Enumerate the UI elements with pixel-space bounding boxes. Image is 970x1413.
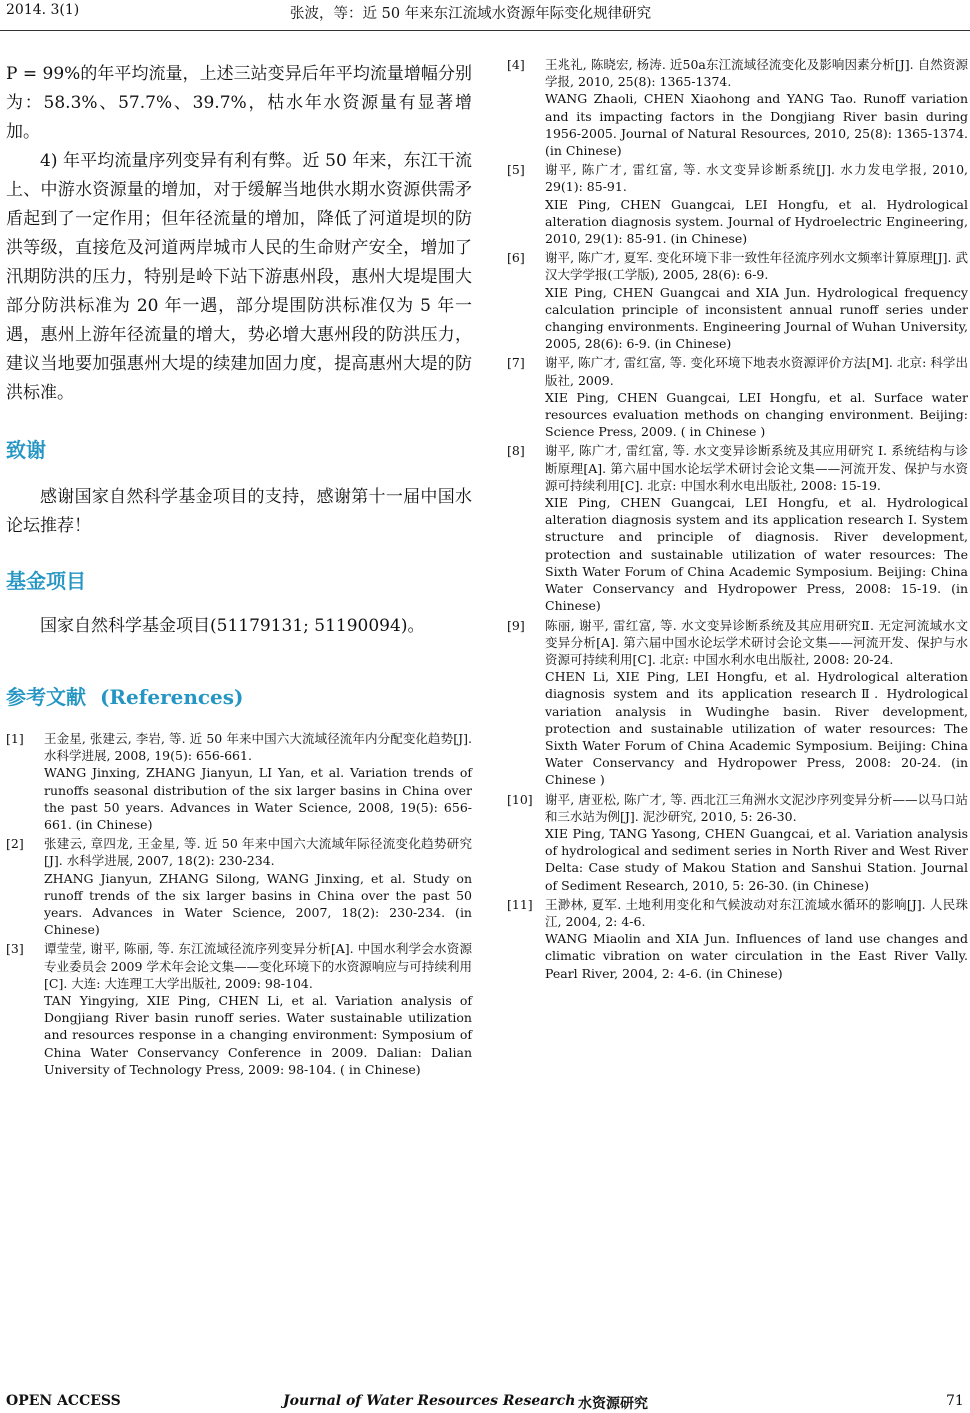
reference-en: WANG Zhaoli, CHEN Xiaohong and YANG Tao. Runoff variation and its impacting factors in the Dongjiang River basin during 1956-2005. Journal of Natural Resources, 2010, 25(8): 1365-1374. (in Chinese) xyxy=(545,91,968,159)
reference-en: XIE Ping, CHEN Guangcai and XIA Jun. Hydrological frequency calculation principle of inconsistent annual runoff series under changing environments. Engineering Journal of Wuhan University, 2005, 28(6): 6-9. (in Chinese) xyxy=(545,284,968,352)
journal-name-cn: 水资源研究 xyxy=(578,1396,648,1412)
reference-en: XIE Ping, CHEN Guangcai, LEI Hongfu, et al. Surface water resources evaluation methods on changing environment. Beijing: Science Press, 2009. ( in Chinese ) xyxy=(545,389,968,440)
reference-item xyxy=(507,249,968,352)
reference-list-left xyxy=(6,730,472,1078)
acknowledgement-text: 感谢国家自然科学基金项目的支持，感谢第十一届中国水论坛推荐！ xyxy=(6,487,472,536)
open-access-label: OPEN ACCESS xyxy=(6,1393,121,1409)
reference-item xyxy=(507,791,968,894)
reference-cn: 谭莹莹, 谢平, 陈丽, 等. 东江流域径流序列变异分析[A]. 中国水利学会水资源专业委员会 2009 学术年会论文集——变化环境下的水资源响应与可持续利用[C]. 大连: 大连理工大学出版社, 2009: 98-104. xyxy=(44,941,472,991)
reference-number: [2] xyxy=(6,836,24,852)
reference-en: TAN Yingying, XIE Ping, CHEN Li, et al. Variation analysis of Dongjiang River basin runoff series. Water sustainable utilization and resources response in a changing environment: Symposium of China Water Conservancy Conference in 2009. Dalian: Dalian University of Technology Press, 2009: 98-104. ( in Chinese) xyxy=(44,993,472,1077)
reference-number: [1] xyxy=(6,731,24,746)
page-footer xyxy=(0,1390,970,1413)
funding-text: 国家自然科学基金项目(51179131; 51190094)。 xyxy=(40,616,425,636)
reference-item xyxy=(6,940,472,1078)
reference-number: [8] xyxy=(507,443,525,459)
reference-item xyxy=(6,730,472,833)
references-heading-en: (References) xyxy=(99,685,244,709)
reference-item xyxy=(507,354,968,440)
reference-item xyxy=(507,896,968,982)
reference-number: [7] xyxy=(507,355,525,371)
page-number: 71 xyxy=(946,1393,964,1409)
reference-en: XIE Ping, TANG Yasong, CHEN Guangcai, et al. Variation analysis of hydrological and sediment series in North River and West River Delta: Case study of Makou Station and Sanshui Station. Journal of Sediment Research, 2010, 5: 26-30. (in Chinese) xyxy=(545,825,968,893)
reference-cn: 张建云, 章四龙, 王金星, 等. 近 50 年来中国六大流域年际径流变化趋势研究[J]. 水科学进展, 2007, 18(2): 230-234. xyxy=(44,836,472,869)
reference-number: [11] xyxy=(507,896,533,912)
reference-item xyxy=(6,835,472,938)
right-column xyxy=(507,56,968,984)
reference-en: CHEN Li, XIE Ping, LEI Hongfu, et al. Hydrological alteration diagnosis system and its application researchⅡ. Hydrological variation analysis in Wudinghe basin. River development, protection and sustainable utilization of water resources: The Sixth Water Forum of China Academic Symposium. Beijing: China Water Conservancy and Hydropower Press, 2008: 20-24. (in Chinese ) xyxy=(545,669,968,788)
body-paragraph-1: P = 99%的年平均流量，上述三站变异后年平均流量增幅分别为：58.3%、57.7%、39.7%，枯水年水资源量有显著增加。 xyxy=(6,64,472,142)
page-header xyxy=(0,0,970,31)
funding-heading: 基金项目 xyxy=(6,569,86,593)
reference-cn: 王渺林, 夏军. 土地利用变化和气候波动对东江流域水循环的影响[J]. 人民珠江, 2004, 2: 4-6. xyxy=(545,896,968,929)
reference-cn: 陈丽, 谢平, 雷红富, 等. 水文变异诊断系统及其应用研究Ⅱ. 无定河流域水文变异分析[A]. 第六届中国水论坛学术研讨会论文集——河流开发、保护与水资源可持续利用[C]. 北京: 中国水利水电出版社, 2008: 20-24. xyxy=(545,617,968,667)
journal-name: Journal of Water Resources Research xyxy=(283,1393,576,1409)
reference-item xyxy=(507,56,968,159)
acknowledgement-heading: 致谢 xyxy=(6,438,46,462)
reference-cn: 王金星, 张建云, 李岩, 等. 近 50 年来中国六大流域径流年内分配变化趋势[J]. 水科学进展, 2008, 19(5): 656-661. xyxy=(44,731,472,764)
reference-number: [5] xyxy=(507,162,525,178)
reference-en: WANG Jinxing, ZHANG Jianyun, LI Yan, et al. Variation trends of runoffs seasonal distribution of the six larger basins in China over the past 50 years. Advances in Water Science, 2008, 19(5): 656-661. (in Chinese) xyxy=(44,765,472,833)
reference-number: [3] xyxy=(6,941,24,957)
reference-item xyxy=(507,617,968,789)
reference-cn: 谢平, 陈广才, 雷红富, 等. 变化环境下地表水资源评价方法[M]. 北京: 科学出版社, 2009. xyxy=(545,355,968,388)
reference-cn: 谢平, 唐亚松, 陈广才, 等. 西北江三角洲水文泥沙序列变异分析——以马口站和三水站为例[J]. 泥沙研究, 2010, 5: 26-30. xyxy=(545,791,968,824)
reference-item xyxy=(507,161,968,247)
left-column xyxy=(6,60,472,1080)
references-heading xyxy=(6,681,472,710)
reference-item xyxy=(507,442,968,614)
reference-number: [10] xyxy=(507,791,533,807)
body-paragraph-2: 4) 年平均流量序列变异有利有弊。近 50 年来，东江干流上、中游水资源量的增加，对于缓解当地供水期水资源供需矛盾起到了一定作用；但年径流量的增加，降低了河道堤坝的防洪等级，直接危及河道两岸城市人民的生命财产安全，增加了汛期防洪的压力，特别是岭下站下游惠州段，惠州大堤堤围大部分防洪标准为 20 年一遇，部分堤围防洪标准仅为 5 年一遇，惠州上游年径流量的增大，势必增大惠州段的防洪压力，建议当地要加强惠州大堤的续建加固力度，提高惠州大堤的防洪标准。 xyxy=(6,151,472,403)
reference-en: XIE Ping, CHEN Guangcai, LEI Hongfu, et al. Hydrological alteration diagnosis system. Journal of Hydroelectric Engineering, 2010, 29(1): 85-91. (in Chinese) xyxy=(545,196,968,247)
reference-cn: 王兆礼, 陈晓宏, 杨涛. 近50a东江流域径流变化及影响因素分析[J]. 自然资源学报, 2010, 25(8): 1365-1374. xyxy=(545,57,968,90)
reference-number: [4] xyxy=(507,57,525,72)
reference-cn: 谢平, 陈广才, 雷红富, 等. 水文变异诊断系统[J]. 水力发电学报, 2010, 29(1): 85-91. xyxy=(545,162,968,195)
running-title: 张波，等：近 50 年来东江流域水资源年际变化规律研究 xyxy=(290,6,652,22)
reference-number: [9] xyxy=(507,617,525,633)
references-heading-cn: 参考文献 xyxy=(6,685,86,709)
reference-cn: 谢平, 陈广才, 雷红富, 等. 水文变异诊断系统及其应用研究 I. 系统结构与诊断原理[A]. 第六届中国水论坛学术研讨会论文集——河流开发、保护与水资源可持续利用[C]. 北京: 中国水利水电出版社, 2008: 15-19. xyxy=(545,443,968,493)
reference-en: WANG Miaolin and XIA Jun. Influences of land use changes and climatic vibration on water circulation in the East River Vally. Pearl River, 2004, 2: 4-6. (in Chinese) xyxy=(545,931,968,981)
reference-cn: 谢平, 陈广才, 夏军. 变化环境下非一致性年径流序列水文频率计算原理[J]. 武汉大学学报(工学版), 2005, 28(6): 6-9. xyxy=(545,250,968,283)
reference-en: ZHANG Jianyun, ZHANG Silong, WANG Jinxing, et al. Study on runoff trends of the six larger basins in China over the past 50 years. Advances in Water Science, 2007, 18(2): 230-234. (in Chinese) xyxy=(44,870,472,938)
reference-en: XIE Ping, CHEN Guangcai, LEI Hongfu, et al. Hydrological alteration diagnosis system and its application research I. System structure and principle of diagnosis. River development, protection and sustainable utilization of water resources: The Sixth Water Forum of China Academic Symposium. Beijing: China Water Conservancy and Hydropower Press, 2008: 15-19. (in Chinese) xyxy=(545,495,968,614)
reference-number: [6] xyxy=(507,250,525,266)
issue-number: 2014. 3(1) xyxy=(6,2,80,18)
